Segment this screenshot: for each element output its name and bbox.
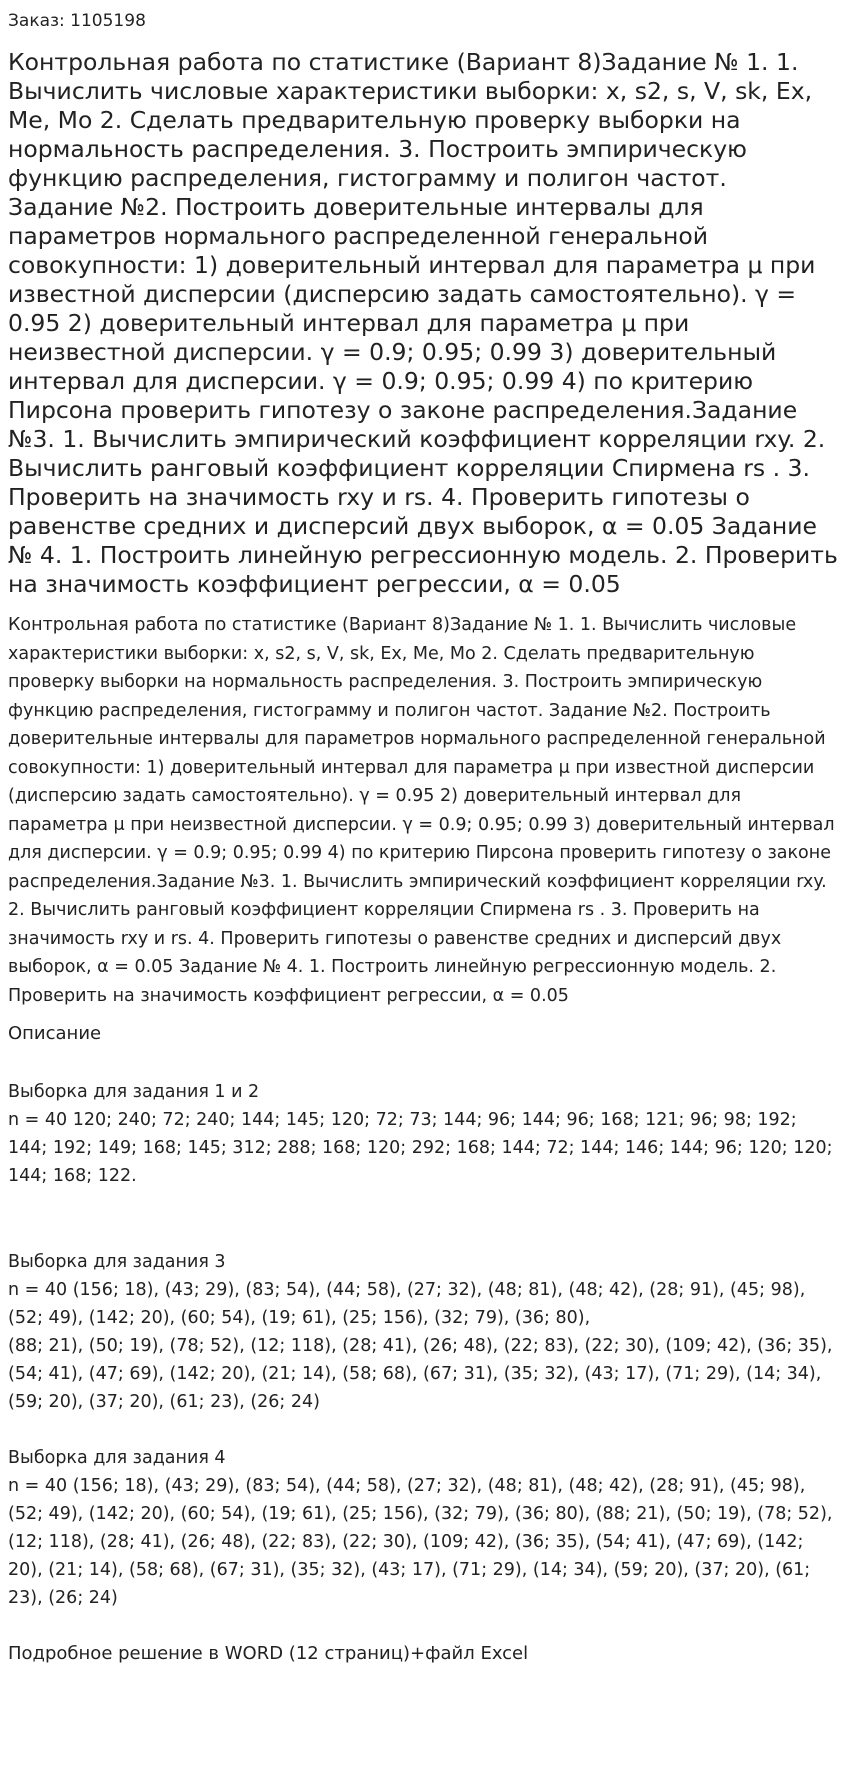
sample-values-4: n = 40 (156; 18), (43; 29), (83; 54), (44; 58), (27; 32), (48; 81), (48; 42), (28; 91), (45; 98), (52; 49), (142; 20), (60; 54), (19; 61), (25; 156), (32; 79), (36; 80), (88; 21), (50; 19), (78; 52), (12; 118), (28; 41), (26; 48), (22; 83), (22; 30), (109; 42), (36; 35), (54; 41), (47; 69), (142; 20), (21; 14), (58; 68), (67; 31), (35; 32), (43; 17), (71; 29), (14; 34), (59; 20), (37; 20), (61; 23), (26; 24)	[8, 1476, 833, 1608]
sample-values-3-line1: n = 40 (156; 18), (43; 29), (83; 54), (44; 58), (27; 32), (48; 81), (48; 42), (28; 91), (45; 98), (52; 49), (142; 20), (60; 54), (19; 61), (25; 156), (32; 79), (36; 80),	[8, 1280, 806, 1328]
spacer	[8, 1416, 839, 1444]
spacer	[8, 1048, 839, 1078]
description-heading: Описание	[8, 1023, 102, 1044]
product-summary: Контрольная работа по статистике (Вариант 8)Задание № 1. 1. Вычислить числовые характеристики выборки: x, s2, s, V, sk, Ex, Me, Mo 2. Сделать предварительную проверку выборки на нормальность распределения. 3. Построить эмпирическую функцию распределения, гистограмму и полигон частот. Задание №2. Построить доверительные интервалы для параметров нормального распределенной генеральной совокупности: 1) доверительный интервал для параметра μ при известной дисперсии (дисперсию задать самостоятельно). γ = 0.95 2) доверительный интервал для параметра μ при неизвестной дисперсии. γ = 0.9; 0.95; 0.99 3) доверительный интервал для дисперсии. γ = 0.9; 0.95; 0.99 4) по критерию Пирсона проверить гипотезу о законе распределения.Задание №3. 1. Вычислить эмпирический коэффициент корреляции rxy. 2. Вычислить ранговый коэффициент корреляции Спирмена rs . 3. Проверить на значимость rxy и rs. 4. Проверить гипотезы о равенстве средних и дисперсий двух выборок, α = 0.05 Задание № 4. 1. Построить линейную регрессионную модель. 2. Проверить на значимость коэффициент регрессии, α = 0.05	[8, 615, 835, 1006]
sample-values-3-line2: (88; 21), (50; 19), (78; 52), (12; 118), (28; 41), (26; 48), (22; 83), (22; 30), (109; 42), (36; 35), (54; 41), (47; 69), (142; 20), (21; 14), (58; 68), (67; 31), (35; 32), (43; 17), (71; 29), (14; 34), (59; 20), (37; 20), (61; 23), (26; 24)	[8, 1336, 833, 1412]
sample-block-1-2	[8, 1078, 839, 1190]
sample-block-3	[8, 1248, 839, 1416]
spacer	[8, 1220, 839, 1248]
product-title: Контрольная работа по статистике (Вариант 8)Задание № 1. 1. Вычислить числовые характеристики выборки: x, s2, s, V, sk, Ex, Me, Mo 2. Сделать предварительную проверку выборки на нормальность распределения. 3. Построить эмпирическую функцию распределения, гистограмму и полигон частот. Задание №2. Построить доверительные интервалы для параметров нормального распределенной генеральной совокупности: 1) доверительный интервал для параметра μ при известной дисперсии (дисперсию задать самостоятельно). γ = 0.95 2) доверительный интервал для параметра μ при неизвестной дисперсии. γ = 0.9; 0.95; 0.99 3) доверительный интервал для дисперсии. γ = 0.9; 0.95; 0.99 4) по критерию Пирсона проверить гипотезу о законе распределения.Задание №3. 1. Вычислить эмпирический коэффициент корреляции rxy. 2. Вычислить ранговый коэффициент корреляции Спирмена rs . 3. Проверить на значимость rxy и rs. 4. Проверить гипотезы о равенстве средних и дисперсий двух выборок, α = 0.05 Задание № 4. 1. Построить линейную регрессионную модель. 2. Проверить на значимость коэффициент регрессии, α = 0.05	[8, 48, 838, 598]
solution-note: Подробное решение в WORD (12 страниц)+файл Excel	[8, 1643, 529, 1664]
spacer	[8, 1190, 839, 1220]
order-number: Заказ: 1105198	[8, 11, 146, 31]
sample-title-4: Выборка для задания 4	[8, 1448, 226, 1468]
sample-values-1-2: n = 40 120; 240; 72; 240; 144; 145; 120; 72; 73; 144; 96; 144; 96; 168; 121; 96; 98; 192; 144; 192; 149; 168; 145; 312; 288; 168; 120; 292; 168; 144; 72; 144; 146; 144; 96; 120; 120; 144; 168; 122.	[8, 1110, 833, 1186]
spacer	[8, 1612, 839, 1640]
sample-title-1-2: Выборка для задания 1 и 2	[8, 1082, 260, 1102]
sample-block-4	[8, 1444, 839, 1612]
sample-title-3: Выборка для задания 3	[8, 1252, 226, 1272]
